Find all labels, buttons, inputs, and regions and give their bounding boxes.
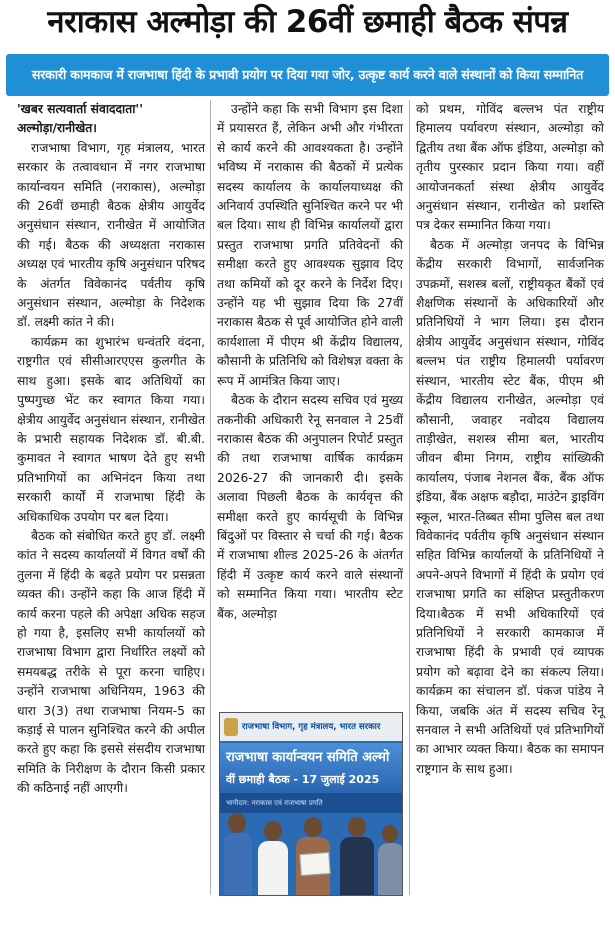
emblem-icon bbox=[224, 718, 238, 736]
photo-banner-line-1: राजभाषा कार्यान्वयन समिति अल्मो bbox=[226, 750, 390, 765]
paragraph: राजभाषा विभाग, गृह मंत्रालय, भारत सरकार के तत्वावधान में नगर राजभाषा कार्यान्वयन समिति (नराकास), अल्मोड़ा की 26वीं छमाही बैठक क्षेत्रीय आयुर्वेद अनुसंधान संस्थान, रानीखेत में आयोजित की गई। बैठक की अध्यक्षता नराकास अध्यक्ष एवं भारतीय कृषि अनुसंधान परिषद के अंतर्गत विवेकानंद पर्वतीय कृषि अनुसंधान संस्थान, अल्मोड़ा के निदेशक डॉ. लक्ष्मी कांत ने की। bbox=[17, 140, 206, 330]
paragraph: उन्होंने कहा कि सभी विभाग इस दिशा में प्रयासरत हैं, लेकिन अभी और गंभीरता से कार्य करने की आवश्यकता है। उन्होंने भविष्य में नराकास की बैठकों में प्रत्येक सदस्य कार्यालय के कार्यालयाध्यक्ष की अनिवार्य उपस्थिति सुनिश्चित करने पर भी बल दिया। साथ ही विभिन्न कार्यालयों द्वारा प्रस्तुत राजभाषा प्रगति प्रतिवेदनों की समीक्षा करते हुए आवश्यक सुझाव दिए तथा कमियों को दूर करने के निर्देश दिए। उन्होंने यह भी सुझाव दिया कि 27वीं नराकास बैठक से पूर्व आयोजित होने वाली कार्यशाला में पीएम श्री केंद्रीय विद्यालय, कौसानी के प्रतिनिधि को विशेषज्ञ वक्ता के रूप में आमंत्रित किया जाए। bbox=[217, 102, 403, 388]
paragraph: बैठक को संबोधित करते हुए डॉ. लक्ष्मी कांत ने सदस्य कार्यालयों में विगत वर्षों की तुलना में हिंदी के बढ़ते प्रयोग पर प्रसन्नता व्यक्त की। उन्होंने कहा कि आज हिंदी में कार्य करना पहले की अपेक्षा अधिक सहज हो गया है, इसलिए सभी कार्यालयों को राजभाषा विभाग द्वारा निर्धारित लक्ष्यों को समयबद्ध तरीके से पूरा करना चाहिए। उन्होंने राजभाषा अधिनियम, 1963 की धारा 3(3) तथा राजभाषा नियम-5 का कड़ाई से पालन सुनिश्चित करने की अपील करते हुए कहा कि इससे संसदीय राजभाषा समिति के निरीक्षण के दौरान किसी प्रकार की कठिनाई नहीं आएगी। bbox=[17, 528, 205, 796]
paragraph: को प्रथम, गोविंद बल्लभ पंत राष्ट्रीय हिमालय पर्यावरण संस्थान, अल्मोड़ा को द्वितीय तथा बैंक ऑफ इंडिया, अल्मोड़ा को तृतीय पुरस्कार प्रदान किया गया। वहीं आयोजनकर्ता संस्था क्षेत्रीय आयुर्वेद अनुसंधान संस्थान, रानीखेत को प्रशस्ति पत्र देकर सम्मानित किया गया। bbox=[416, 102, 604, 233]
byline: 'खबर सत्यवार्ता संवाददाता'' bbox=[17, 102, 143, 116]
photo-banner-top: राजभाषा विभाग, गृह मंत्रालय, भारत सरकार bbox=[220, 713, 402, 741]
column-divider-1 bbox=[210, 100, 211, 895]
event-photo bbox=[219, 712, 403, 896]
paragraph: बैठक के दौरान सदस्य सचिव एवं मुख्य तकनीकी अधिकारी रेनू सनवाल ने 25वीं नराकास बैठक की अनुपालन रिपोर्ट प्रस्तुत की तथा राजभाषा वार्षिक कार्यक्रम 2026-27 की जानकारी दी। इसके अलावा पिछली बैठक के कार्यवृत्त की समीक्षा करते हुए कार्यसूची के विभिन्न बिंदुओं पर विस्तार से चर्चा की गई। बैठक में राजभाषा शील्ड 2025-26 के अंतर्गत हिंदी में उत्कृष्ट कार्य करने वाले संस्थानों को सम्मानित किया गया। भारतीय स्टेट बैंक, अल्मोड़ा bbox=[217, 393, 403, 621]
photo-banner-line-2: वीं छमाही बैठक - 17 जुलाई 2025 bbox=[226, 773, 380, 786]
column-divider-2 bbox=[409, 100, 410, 895]
photo-banner-main bbox=[220, 743, 402, 793]
article-column-2 bbox=[217, 100, 403, 624]
paragraph: कार्यक्रम का शुभारंभ धन्वंतरि वंदना, राष्ट्रगीत एवं सीसीआरएएस कुलगीत के साथ हुआ। इसके बाद अतिथियों का पुष्पगुच्छ भेंट कर स्वागत किया गया। क्षेत्रीय आयुर्वेद अनुसंधान संस्थान, रानीखेत के प्रभारी सहायक निदेशक डॉ. बी.बी. कुमावत ने स्वागत भाषण देते हुए सभी प्रतिभागियों का अभिनंदन किया तथा सरकारी कार्यों में राजभाषा हिंदी के अधिकाधिक उपयोग पर बल दिया। bbox=[17, 334, 205, 524]
certificate bbox=[299, 852, 330, 876]
paragraph: बैठक में अल्मोड़ा जनपद के विभिन्न केंद्रीय सरकारी विभागों, सार्वजनिक उपक्रमों, सशस्त्र बलों, राष्ट्रीयकृत बैंकों एवं शैक्षणिक संस्थानों के अधिकारियों और प्रतिनिधियों ने भाग लिया। इस दौरान क्षेत्रीय आयुर्वेद अनुसंधान संस्थान, गोविंद बल्लभ पंत राष्ट्रीय हिमालयी पर्यावरण संस्थान, भारतीय स्टेट बैंक, पीएम श्री केंद्रीय विद्यालय रानीखेत, अल्मोड़ा एवं कौसानी, जवाहर नवोदय विद्यालय ताड़ीखेत, सशस्त्र सीमा बल, भारतीय जीवन बीमा निगम, राष्ट्रीय सांख्यिकी कार्यालय, पंजाब नेशनल बैंक, बैंक ऑफ इंडिया, बैंक अक्षफ बड़ौदा, माउंटेन ड्राइविंग स्कूल, भारत-तिब्बत सीमा पुलिस बल तथा विवेकानंद पर्वतीय कृषि अनुसंधान संस्थान सहित विभिन्न कार्यालयों के प्रतिनिधियों ने अपने-अपने विभागों में हिंदी के प्रयोग एवं राजभाषा प्रगति का संक्षिप्त प्रस्तुतीकरण दिया।बैठक में सभी अधिकारियों एवं प्रतिनिधियों ने सरकारी कामकाज में राजभाषा हिंदी के प्रभावी एवं व्यापक प्रयोग को बढ़ावा देने का संकल्प लिया। कार्यक्रम का संचालन डॉ. पंकज पांडेय ने किया, जबकि अंत में सदस्य सचिव रेनू सनवाल ने सभी अतिथियों एवं प्रतिभागियों का आभार व्यक्त किया। बैठक का समापन राष्ट्रगान के साथ हुआ। bbox=[416, 237, 604, 776]
headline: नराकास अल्मोड़ा की 26वीं छमाही बैठक संपन्न bbox=[47, 4, 568, 40]
article-column-3 bbox=[416, 100, 604, 779]
deck-banner: सरकारी कामकाज में राजभाषा हिंदी के प्रभावी प्रयोग पर दिया गया जोर, उत्कृष्ट कार्य करने वाले संस्थानों को किया सम्मानित bbox=[6, 54, 609, 96]
article-column-1 bbox=[17, 100, 205, 799]
dateline: अल्मोड़ा/रानीखेत। bbox=[17, 121, 97, 136]
photo-banner-sub: भागीदार: नराकास एवं राजभाषा प्रगति bbox=[220, 793, 402, 813]
